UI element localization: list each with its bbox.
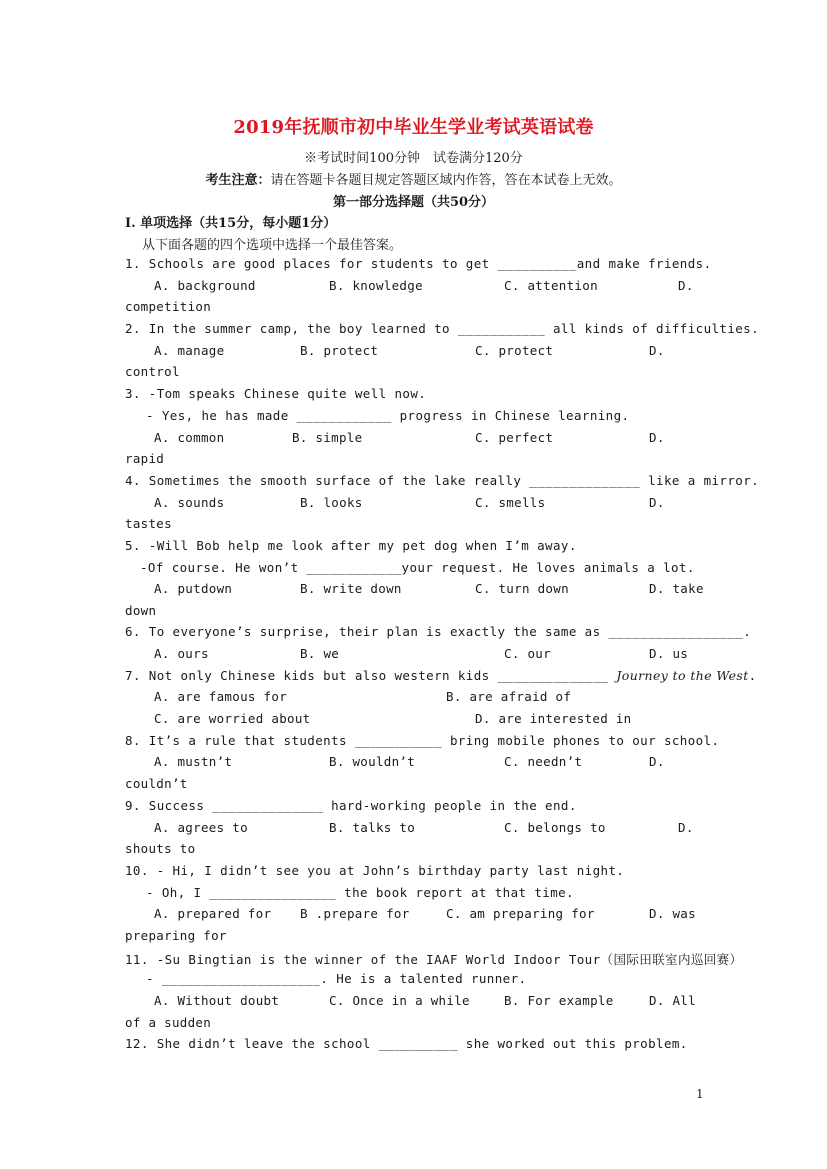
option-b: B. write down — [300, 581, 402, 596]
option-d-wrap: preparing for — [125, 928, 227, 943]
option-a: A. manage — [154, 343, 225, 358]
option-a: A. mustn’t — [154, 754, 233, 769]
option-a: A. sounds — [154, 495, 225, 510]
option-c: C. protect — [475, 343, 554, 358]
option-d-wrap: down — [125, 603, 157, 618]
option-d-wrap: tastes — [125, 516, 172, 531]
option-d: D. — [678, 820, 694, 835]
option-c: C. turn down — [475, 581, 569, 596]
option-c: C. smells — [475, 495, 546, 510]
option-c: C. perfect — [475, 430, 554, 445]
option-a: A. Without doubt — [154, 993, 280, 1008]
option-a: A. common — [154, 430, 225, 445]
option-c: C. attention — [504, 278, 598, 293]
notice-label: 考生注意： — [205, 173, 271, 188]
book-title: Journey to the West — [616, 668, 749, 683]
option-b: B. are afraid of — [446, 689, 572, 704]
option-c: C. are worried about — [154, 711, 311, 726]
exam-title: 2019年抚顺市初中毕业生学业考试英语试卷 — [233, 117, 594, 138]
option-c: C. am preparing for — [446, 906, 595, 921]
option-d-wrap: control — [125, 364, 180, 379]
notice — [0, 169, 827, 188]
question-stem: 11. -Su Bingtian is the winner of the IAAF World Indoor Tour（国际田联室内巡回赛） — [125, 952, 743, 967]
page-number: 1 — [696, 1087, 704, 1101]
option-a: A. putdown — [154, 581, 233, 596]
option-d-wrap: competition — [125, 299, 212, 314]
question-stem: 1. Schools are good places for students to get __________and make friends. — [125, 256, 712, 271]
option-d: D. us — [649, 646, 689, 661]
notice-text: 请在答题卡各题目规定答题区域内作答，答在本试卷上无效。 — [270, 173, 622, 188]
option-c: C. Once in a while — [329, 993, 470, 1008]
question-reply: -Of course. He won’t ____________your request. He loves animals a lot. — [140, 560, 695, 575]
option-d: D. — [649, 495, 665, 510]
option-a: A. agrees to — [154, 820, 248, 835]
question-stem: 5. -Will Bob help me look after my pet dog when I’m away. — [125, 538, 577, 553]
option-d: D. take — [649, 581, 704, 596]
option-b: B. wouldn’t — [329, 754, 416, 769]
option-b: B. knowledge — [329, 278, 423, 293]
option-c: C. needn’t — [504, 754, 583, 769]
option-d: D. was — [649, 906, 696, 921]
option-a: A. background — [154, 278, 256, 293]
option-b: B. talks to — [329, 820, 416, 835]
option-a: A. ours — [154, 646, 209, 661]
question-reply: - Yes, he has made ____________ progress in Chinese learning. — [146, 408, 630, 423]
question-stem: 12. She didn’t leave the school __________ she worked out this problem. — [125, 1036, 688, 1051]
instruction: 从下面各题的四个选项中选择一个最佳答案。 — [142, 238, 403, 253]
option-d: D. All — [649, 993, 696, 1008]
option-b: B .prepare for — [300, 906, 410, 921]
question-stem: 2. In the summer camp, the boy learned to ___________ all kinds of difficulties. — [125, 321, 760, 336]
question-stem — [125, 668, 757, 683]
option-d: D. — [678, 278, 694, 293]
option-b: B. For example — [504, 993, 614, 1008]
option-a: A. prepared for — [154, 906, 272, 921]
option-d-wrap: couldn’t — [125, 776, 188, 791]
question-reply: - Oh, I ________________ the book report at that time. — [146, 885, 574, 900]
option-d: D. — [649, 343, 665, 358]
question-stem: 9. Success ______________ hard-working people in the end. — [125, 798, 577, 813]
option-d: D. are interested in — [475, 711, 632, 726]
question-stem: 8. It’s a rule that students ___________ bring mobile phones to our school. — [125, 733, 720, 748]
option-d-wrap: of a sudden — [125, 1015, 212, 1030]
question-stem: 4. Sometimes the smooth surface of the lake really ______________ like a mirror. — [125, 473, 760, 488]
question-stem-text: 7. Not only Chinese kids but also western kids ______________ — [125, 668, 617, 683]
option-b: B. simple — [292, 430, 363, 445]
option-b: B. we — [300, 646, 340, 661]
option-d: D. — [649, 754, 665, 769]
part-heading: 第一部分选择题（共50分） — [332, 195, 495, 210]
exam-info: ※考试时间100分钟 试卷满分120分 — [304, 151, 523, 166]
option-b: B. looks — [300, 495, 363, 510]
option-a: A. are famous for — [154, 689, 288, 704]
section-heading: I. 单项选择（共15分，每小题1分） — [125, 216, 337, 231]
question-reply: - ____________________. He is a talented runner. — [146, 971, 527, 986]
option-d-wrap: rapid — [125, 451, 165, 466]
question-stem: 6. To everyone’s surprise, their plan is exactly the same as _________________. — [125, 624, 752, 639]
question-stem: 3. -Tom speaks Chinese quite well now. — [125, 386, 427, 401]
option-d: D. — [649, 430, 665, 445]
option-b: B. protect — [300, 343, 379, 358]
option-c: C. our — [504, 646, 551, 661]
stem-period: . — [748, 668, 757, 683]
question-stem: 10. - Hi, I didn’t see you at John’s birthday party last night. — [125, 863, 625, 878]
option-c: C. belongs to — [504, 820, 606, 835]
option-d-wrap: shouts to — [125, 841, 196, 856]
